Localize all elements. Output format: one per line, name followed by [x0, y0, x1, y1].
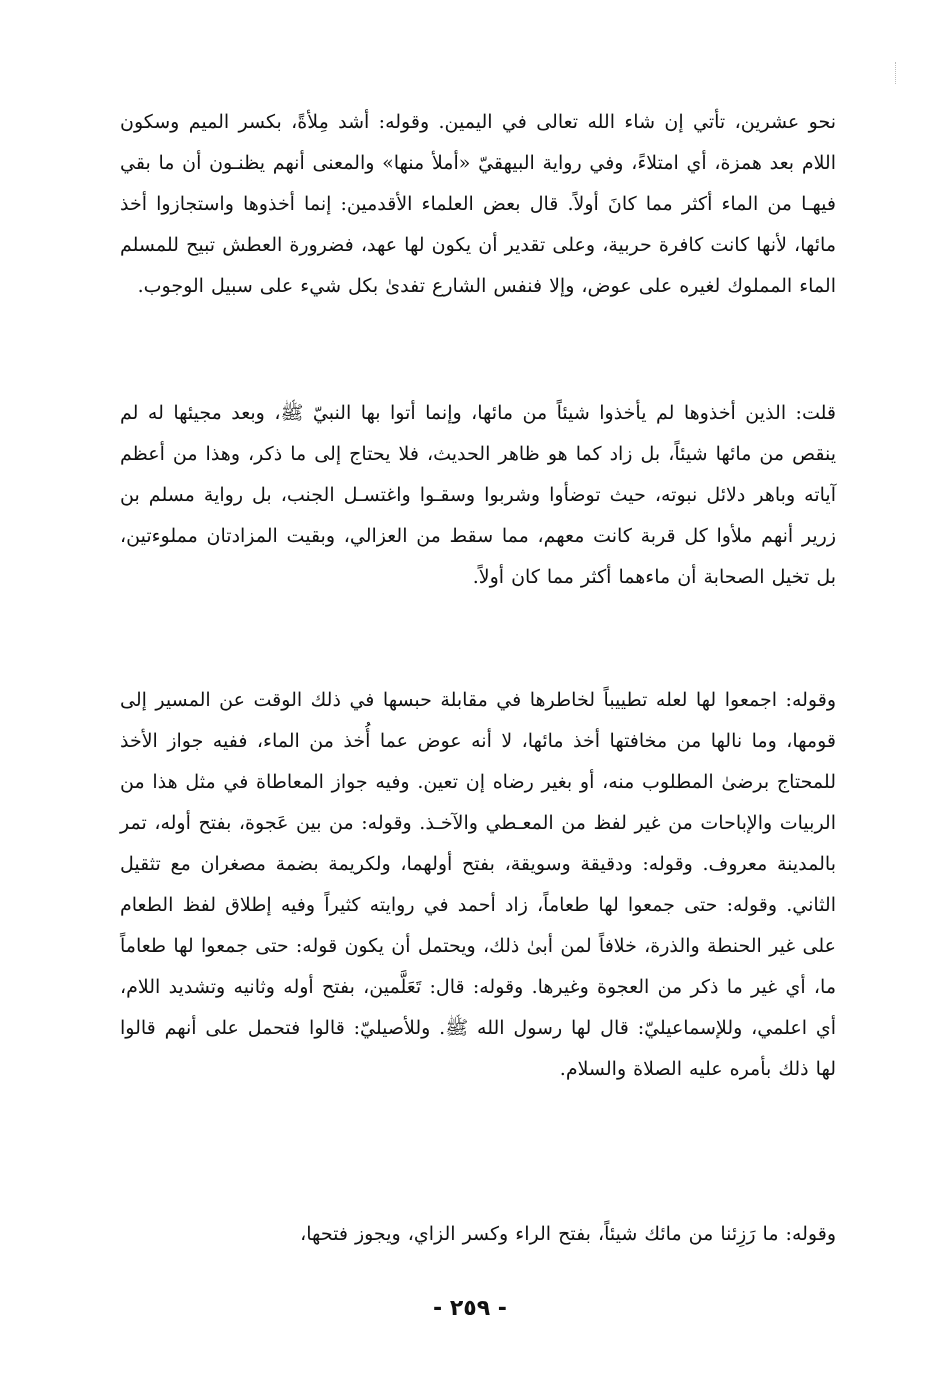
paragraph-3: وقوله: اجمعوا لها لعله تطييباً لخاطرها في مقابلة حبسها في ذلك الوقت عن المسير إلى قومها، وما نالها من مخافتها أخذ مائها، لا أنه عوض عما أُخذ من الماء، ففيه جواز الأخذ للمحتاج برضىٰ المطلوب منه، أو بغير رضاه إن تعين. وفيه جواز المعاطاة في مثل هذا من الربيات والإباحات من غير لفظ من المعـطي والآخـذ. وقوله: من بين عَجوة، بفتح أوله، تمر بالمدينة معروف. وقوله: ودقيقة وسويقة، بفتح أولهما، ولكريمة بضمة مصغران مع تثقيل الثاني. وقوله: حتى جمعوا لها طعاماً، زاد أحمد في روايته كثيراً وفيه إطلاق لفظ الطعام على غير الحنطة والذرة، خلافاً لمن أبىٰ ذلك، ويحتمل أن يكون قوله: حتى جمعوا لها طعاماً ما، أي غير ما ذكر من العجوة وغيرها. وقوله: قال: تَعَلَّمين، بفتح أوله وثانيه وتشديد اللام، أي اعلمي، وللإسماعيليّ: قال لها رسول الله ﷺ. وللأصيليّ: قالوا فتحمل على أنهم قالوا لها ذلك بأمره عليه الصلاة والسلام.	[120, 689, 836, 1080]
margin-mark	[895, 62, 897, 84]
page-number: - ٢٥٩ -	[433, 1296, 507, 1321]
paragraph-4: وقوله: ما رَزِئنا من مائك شيئاً، بفتح الراء وكسر الزاي، ويجوز فتحها،	[300, 1223, 836, 1245]
paragraph-2: قلت: الذين أخذوها لم يأخذوا شيئاً من مائها، وإنما أتوا بها النبيّ ﷺ، وبعد مجيئها له لم ينقص من مائها شيئاً، بل زاد كما هو ظاهر الحديث، فلا يحتاج إلى ما ذكر، وهذا من أعظم آياته وباهر دلائل نبوته، حيث توضأوا وشربوا وسقـوا واغتسـل الجنب، بل رواية مسلم بن زرير أنهم ملأوا كل قربة كانت معهم، مما سقط من العزالي، وبقيت المزادتان مملوءتين، بل تخيل الصحابة أن ماءهما أكثر مما كان أولاً.	[120, 402, 836, 588]
paragraph-1: نحو عشرين، تأتي إن شاء الله تعالى في اليمين. وقوله: أشد مِلأةً، بكسر الميم وسكون اللام بعد همزة، أي امتلاءً، وفي رواية البيهقيّ «أملأ منها» والمعنى أنهم يظنـون أن ما بقي فيهـا من الماء أكثر مما كانَ أولاً. قال بعض العلماء الأقدمين: إنما أخذوها واستجازوا أخذ مائها، لأنها كانت كافرة حربية، وعلى تقدير أن يكون لها عهد، فضرورة العطش تبيح للمسلم الماء المملوك لغيره على عوض، وإلا فنفس الشارع تفدىٰ بكل شيء على سبيل الوجوب.	[120, 111, 836, 297]
